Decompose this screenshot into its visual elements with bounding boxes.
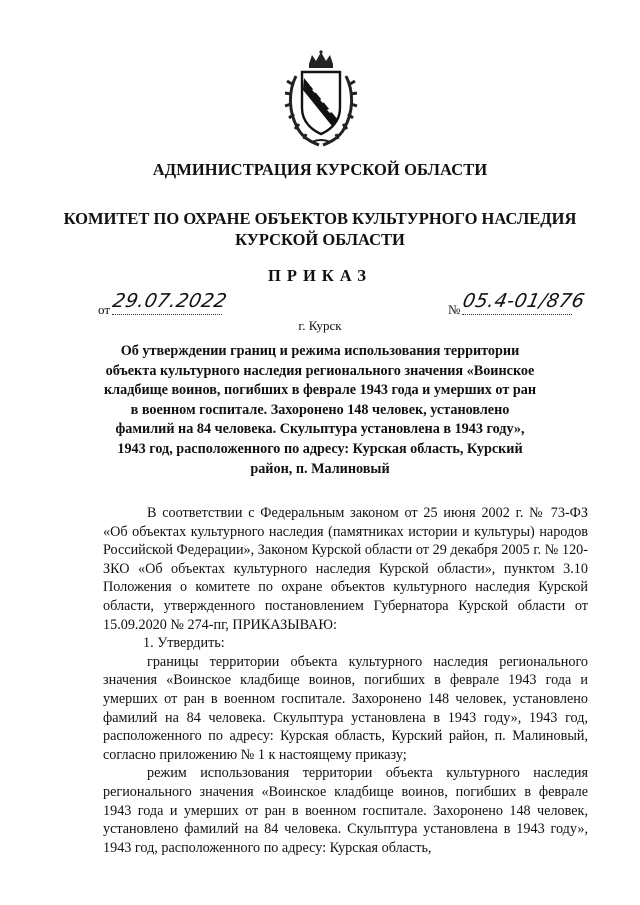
number-prefix: № — [448, 302, 461, 317]
committee-heading-line2: КУРСКОЙ ОБЛАСТИ — [235, 230, 405, 249]
number-underline — [462, 314, 572, 315]
body-item-1: 1. Утвердить: — [143, 635, 225, 652]
document-body — [103, 504, 588, 857]
administration-heading: АДМИНИСТРАЦИЯ КУРСКОЙ ОБЛАСТИ — [152, 160, 488, 179]
document-type-heading: ПРИКАЗ — [268, 266, 372, 285]
handwritten-date: 29.07.2022 — [110, 290, 230, 312]
committee-heading — [60, 208, 580, 250]
handwritten-number: 05.4-01/876 — [460, 290, 587, 312]
body-paragraph-boundaries: границы территории объекта культурного наследия регионального значения «Воинское кладбище воинов, погибших в феврале 1943 года и умерших от ран в военном госпитале. Захоронено 148 человек, установлено фамилий на 84 человека. Скульптура установлена в 1943 году», 1943 год, расположенного по адресу: Курская область, Курский район, п. Малиновый, согласно приложению № 1 к настоящему приказу; — [103, 653, 588, 763]
date-underline — [112, 314, 222, 315]
body-paragraph-preamble: В соответствии с Федеральным законом от 25 июня 2002 г. № 73-ФЗ «Об объектах культурного наследия (памятниках истории и культуры) народов Российской Федерации», Законом Курской области от 29 декабря 2005 г. № 120-ЗКО «Об объектах культурного наследия Курской области», пунктом 3.10 Положения о комитете по охране объектов культурного наследия Курской области, утвержденного постановлением Губернатора Курской области от 15.09.2020 № 274-пг, ПРИКАЗЫВАЮ: — [103, 505, 588, 633]
city-line: г. Курск — [298, 318, 342, 333]
coat-of-arms-emblem — [282, 50, 360, 148]
date-prefix: от — [98, 302, 111, 317]
document-title: Об утверждении границ и режима использования территории объекта культурного наследия регионального значения «Воинское кладбище воинов, погибших в феврале 1943 года и умерших от ран в военном госпитале. Захоронено 148 человек, установлено фамилий на 84 человека. Скульптура установлена в 1943 году», 1943 год, расположенного по адресу: Курская область, Курский район, п. Малиновый — [103, 343, 537, 477]
body-paragraph-regime: режим использования территории объекта культурного наследия регионального значения «Воинское кладбище воинов, погибших в феврале 1943 года и умерших от ран в военном госпитале. Захоронено 148 человек, установлено фамилий на 84 человека. Скульптура установлена в 1943 году», 1943 год, расположенного по адресу: Курская область, — [103, 765, 588, 856]
committee-heading-line1: КОМИТЕТ ПО ОХРАНЕ ОБЪЕКТОВ КУЛЬТУРНОГО НАСЛЕДИЯ — [63, 209, 577, 228]
